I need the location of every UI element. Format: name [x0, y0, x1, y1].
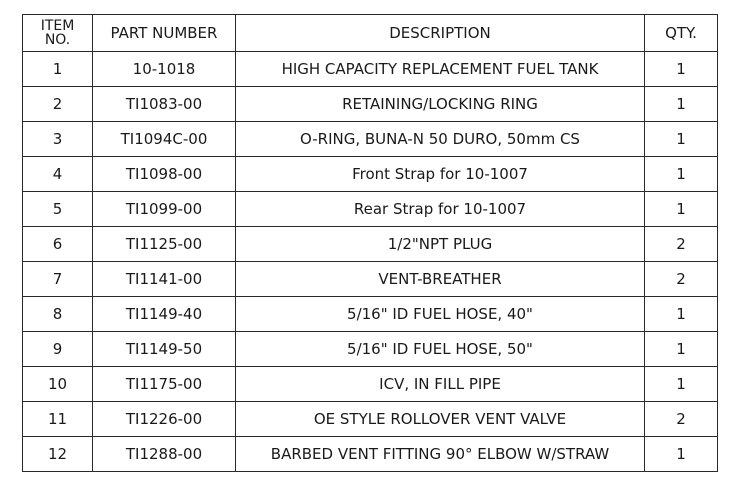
table-row — [23, 192, 718, 227]
cell-qty: 1 — [645, 437, 718, 472]
cell-part-number: 10-1018 — [93, 52, 236, 87]
cell-description: RETAINING/LOCKING RING — [236, 87, 645, 122]
cell-qty: 1 — [645, 157, 718, 192]
table-row — [23, 297, 718, 332]
cell-part-number: TI1083-00 — [93, 87, 236, 122]
cell-item: 11 — [23, 402, 93, 437]
table-row — [23, 87, 718, 122]
cell-qty: 1 — [645, 122, 718, 157]
cell-qty: 1 — [645, 52, 718, 87]
cell-description: OE STYLE ROLLOVER VENT VALVE — [236, 402, 645, 437]
cell-qty: 1 — [645, 332, 718, 367]
bom-body — [23, 52, 718, 472]
header-item-line2: NO. — [44, 32, 71, 48]
cell-item: 8 — [23, 297, 93, 332]
cell-part-number: TI1149-50 — [93, 332, 236, 367]
bom-table — [22, 14, 718, 472]
cell-item: 3 — [23, 122, 93, 157]
cell-part-number: TI1288-00 — [93, 437, 236, 472]
cell-part-number: TI1098-00 — [93, 157, 236, 192]
table-row — [23, 367, 718, 402]
cell-item: 2 — [23, 87, 93, 122]
cell-item: 6 — [23, 227, 93, 262]
cell-description: O-RING, BUNA-N 50 DURO, 50mm CS — [236, 122, 645, 157]
cell-description: 5/16" ID FUEL HOSE, 50" — [236, 332, 645, 367]
table-row — [23, 122, 718, 157]
header-item-no — [23, 15, 93, 52]
cell-part-number: TI1226-00 — [93, 402, 236, 437]
table-row — [23, 262, 718, 297]
cell-item: 4 — [23, 157, 93, 192]
cell-description: 1/2"NPT PLUG — [236, 227, 645, 262]
cell-qty: 1 — [645, 367, 718, 402]
table-row — [23, 157, 718, 192]
table-row — [23, 332, 718, 367]
cell-part-number: TI1149-40 — [93, 297, 236, 332]
cell-part-number: TI1094C-00 — [93, 122, 236, 157]
cell-part-number: TI1099-00 — [93, 192, 236, 227]
cell-description: BARBED VENT FITTING 90° ELBOW W/STRAW — [236, 437, 645, 472]
cell-description: HIGH CAPACITY REPLACEMENT FUEL TANK — [236, 52, 645, 87]
cell-description: ICV, IN FILL PIPE — [236, 367, 645, 402]
table-row — [23, 227, 718, 262]
cell-part-number: TI1125-00 — [93, 227, 236, 262]
cell-item: 10 — [23, 367, 93, 402]
header-row — [23, 15, 718, 52]
cell-description: 5/16" ID FUEL HOSE, 40" — [236, 297, 645, 332]
cell-description: Front Strap for 10-1007 — [236, 157, 645, 192]
cell-description: Rear Strap for 10-1007 — [236, 192, 645, 227]
cell-item: 5 — [23, 192, 93, 227]
cell-item: 9 — [23, 332, 93, 367]
cell-qty: 2 — [645, 402, 718, 437]
header-item-line1: ITEM — [40, 18, 75, 34]
cell-part-number: TI1141-00 — [93, 262, 236, 297]
cell-qty: 2 — [645, 227, 718, 262]
table-row — [23, 402, 718, 437]
cell-item: 7 — [23, 262, 93, 297]
cell-description: VENT-BREATHER — [236, 262, 645, 297]
cell-qty: 1 — [645, 87, 718, 122]
header-description: DESCRIPTION — [236, 15, 645, 52]
cell-qty: 1 — [645, 192, 718, 227]
table-row — [23, 52, 718, 87]
cell-qty: 1 — [645, 297, 718, 332]
table-row — [23, 437, 718, 472]
header-part-number: PART NUMBER — [93, 15, 236, 52]
bill-of-materials — [22, 14, 718, 472]
cell-qty: 2 — [645, 262, 718, 297]
cell-part-number: TI1175-00 — [93, 367, 236, 402]
cell-item: 12 — [23, 437, 93, 472]
header-qty: QTY. — [645, 15, 718, 52]
cell-item: 1 — [23, 52, 93, 87]
